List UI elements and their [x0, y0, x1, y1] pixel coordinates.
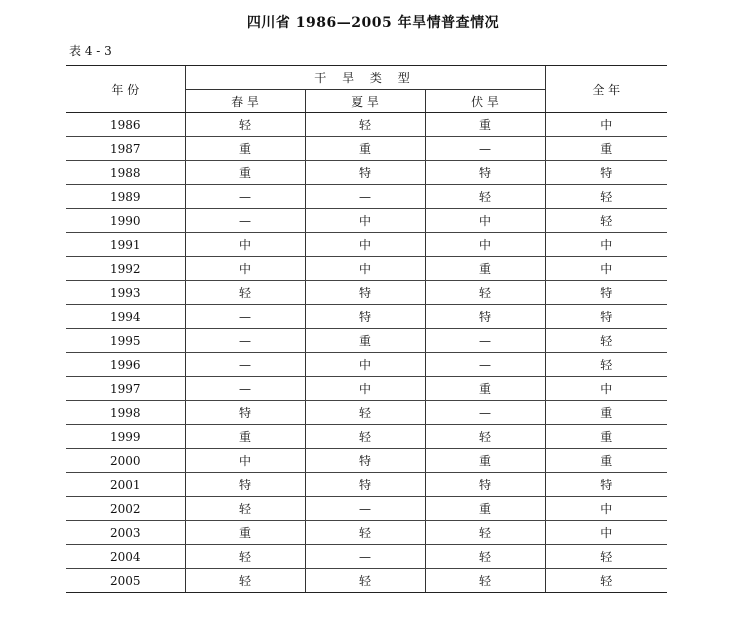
drought-table [66, 65, 667, 593]
table-row [66, 305, 667, 329]
cell-spring: — [185, 185, 305, 209]
cell-spring: — [185, 329, 305, 353]
header-drought-type: 干 旱 类 型 [185, 66, 545, 90]
cell-summer: 特 [305, 305, 425, 329]
cell-full-year: 特 [545, 473, 667, 497]
cell-year: 1997 [66, 377, 185, 401]
cell-spring: 重 [185, 425, 305, 449]
cell-dog-days: 特 [425, 161, 545, 185]
cell-summer: 特 [305, 161, 425, 185]
cell-year: 1993 [66, 281, 185, 305]
cell-year: 1996 [66, 353, 185, 377]
cell-full-year: 中 [545, 521, 667, 545]
cell-dog-days: — [425, 137, 545, 161]
cell-spring: 特 [185, 473, 305, 497]
cell-summer: 轻 [305, 521, 425, 545]
table-row [66, 497, 667, 521]
cell-year: 2004 [66, 545, 185, 569]
cell-full-year: 轻 [545, 185, 667, 209]
cell-full-year: 中 [545, 233, 667, 257]
cell-year: 1992 [66, 257, 185, 281]
cell-dog-days: 中 [425, 209, 545, 233]
header-spring: 春 旱 [185, 90, 305, 113]
table-header [66, 66, 667, 113]
cell-year: 2003 [66, 521, 185, 545]
cell-summer: 轻 [305, 401, 425, 425]
cell-spring: 重 [185, 521, 305, 545]
table-row [66, 425, 667, 449]
table-row [66, 377, 667, 401]
cell-year: 1986 [66, 113, 185, 137]
cell-full-year: 中 [545, 257, 667, 281]
cell-year: 1987 [66, 137, 185, 161]
cell-spring: — [185, 353, 305, 377]
cell-dog-days: 重 [425, 377, 545, 401]
cell-summer: 轻 [305, 113, 425, 137]
cell-year: 1991 [66, 233, 185, 257]
table-row [66, 233, 667, 257]
cell-spring: 重 [185, 137, 305, 161]
table-row [66, 473, 667, 497]
table-row [66, 353, 667, 377]
header-dog-days: 伏 旱 [425, 90, 545, 113]
cell-spring: 中 [185, 233, 305, 257]
cell-summer: — [305, 545, 425, 569]
cell-year: 2001 [66, 473, 185, 497]
cell-full-year: 特 [545, 281, 667, 305]
cell-full-year: 重 [545, 137, 667, 161]
page-title: 四川省 1986—2005 年旱情普查情况 [246, 15, 500, 31]
cell-dog-days: 特 [425, 473, 545, 497]
cell-summer: — [305, 497, 425, 521]
cell-dog-days: 轻 [425, 545, 545, 569]
cell-spring: — [185, 305, 305, 329]
cell-year: 1989 [66, 185, 185, 209]
cell-spring: 中 [185, 449, 305, 473]
header-summer: 夏 旱 [305, 90, 425, 113]
cell-full-year: 轻 [545, 329, 667, 353]
cell-summer: 重 [305, 137, 425, 161]
cell-dog-days: 重 [425, 113, 545, 137]
cell-spring: 重 [185, 161, 305, 185]
cell-dog-days: 中 [425, 233, 545, 257]
cell-dog-days: 轻 [425, 569, 545, 593]
cell-full-year: 轻 [545, 353, 667, 377]
cell-summer: 特 [305, 281, 425, 305]
table-row [66, 161, 667, 185]
cell-full-year: 中 [545, 497, 667, 521]
cell-spring: — [185, 377, 305, 401]
cell-year: 1994 [66, 305, 185, 329]
cell-dog-days: — [425, 353, 545, 377]
cell-full-year: 特 [545, 161, 667, 185]
table-row [66, 113, 667, 137]
cell-spring: 中 [185, 257, 305, 281]
cell-year: 1988 [66, 161, 185, 185]
cell-dog-days: 轻 [425, 521, 545, 545]
cell-summer: 重 [305, 329, 425, 353]
cell-full-year: 特 [545, 305, 667, 329]
cell-summer: 特 [305, 449, 425, 473]
cell-summer: 中 [305, 233, 425, 257]
cell-full-year: 重 [545, 449, 667, 473]
cell-summer: 中 [305, 377, 425, 401]
cell-dog-days: — [425, 401, 545, 425]
cell-year: 1990 [66, 209, 185, 233]
cell-full-year: 轻 [545, 569, 667, 593]
cell-dog-days: 重 [425, 449, 545, 473]
cell-full-year: 轻 [545, 209, 667, 233]
table-row [66, 401, 667, 425]
cell-spring: 轻 [185, 497, 305, 521]
table-number: 表 4 - 3 [69, 44, 112, 58]
cell-year: 2002 [66, 497, 185, 521]
cell-dog-days: 轻 [425, 425, 545, 449]
cell-full-year: 中 [545, 113, 667, 137]
cell-spring: 轻 [185, 113, 305, 137]
cell-spring: — [185, 209, 305, 233]
cell-year: 2000 [66, 449, 185, 473]
cell-year: 1995 [66, 329, 185, 353]
cell-full-year: 中 [545, 377, 667, 401]
cell-full-year: 重 [545, 401, 667, 425]
table-row [66, 569, 667, 593]
cell-summer: 中 [305, 209, 425, 233]
cell-year: 2005 [66, 569, 185, 593]
header-year: 年 份 [66, 66, 185, 113]
table-row [66, 185, 667, 209]
cell-summer: 中 [305, 257, 425, 281]
cell-year: 1999 [66, 425, 185, 449]
cell-summer: — [305, 185, 425, 209]
table-row [66, 137, 667, 161]
table-row [66, 449, 667, 473]
cell-summer: 轻 [305, 425, 425, 449]
header-full-year: 全 年 [545, 66, 667, 113]
cell-spring: 特 [185, 401, 305, 425]
table-row [66, 521, 667, 545]
table-row [66, 209, 667, 233]
table-row [66, 257, 667, 281]
cell-dog-days: 轻 [425, 185, 545, 209]
cell-summer: 中 [305, 353, 425, 377]
cell-spring: 轻 [185, 281, 305, 305]
cell-full-year: 轻 [545, 545, 667, 569]
cell-year: 1998 [66, 401, 185, 425]
cell-spring: 轻 [185, 545, 305, 569]
cell-spring: 轻 [185, 569, 305, 593]
table-row [66, 329, 667, 353]
table-row [66, 281, 667, 305]
cell-dog-days: 重 [425, 497, 545, 521]
table-body [66, 113, 667, 593]
cell-dog-days: — [425, 329, 545, 353]
cell-dog-days: 重 [425, 257, 545, 281]
cell-summer: 轻 [305, 569, 425, 593]
table-row [66, 545, 667, 569]
cell-dog-days: 特 [425, 305, 545, 329]
cell-summer: 特 [305, 473, 425, 497]
cell-dog-days: 轻 [425, 281, 545, 305]
cell-full-year: 重 [545, 425, 667, 449]
